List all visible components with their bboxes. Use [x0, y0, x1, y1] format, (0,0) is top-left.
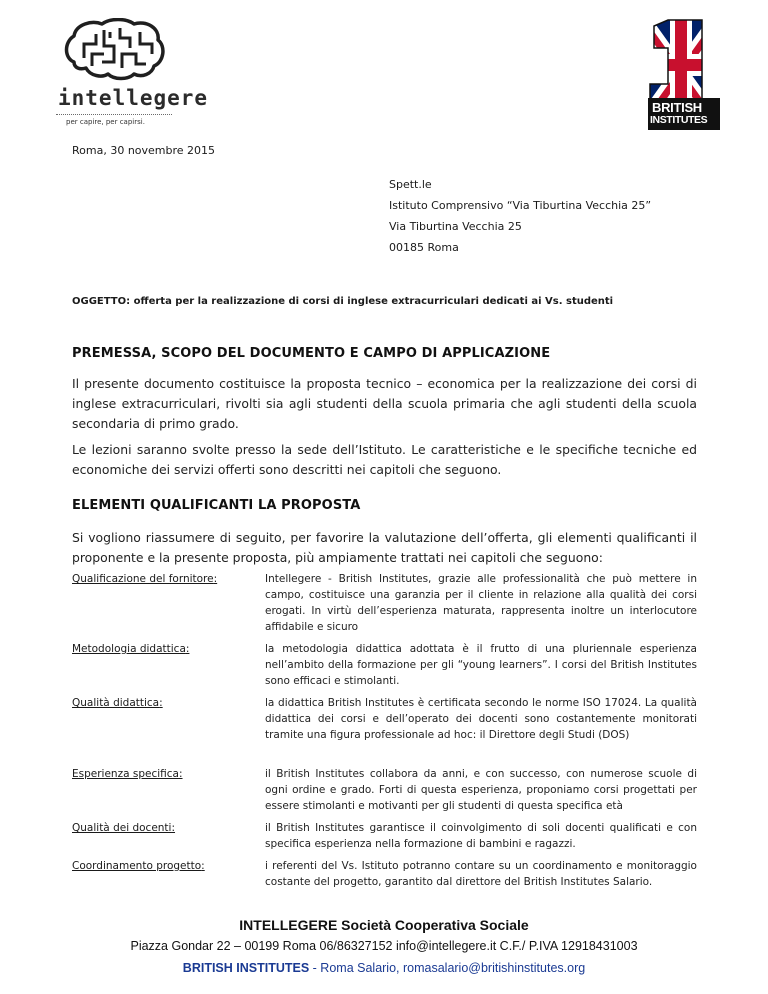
item-text-qualificazione: Intellegere - British Institutes, grazie alle professionalità che può mettere in campo, costituisce una garanzia per il cliente in relazione alla qualità dei corsi erogati. In virtù dell’esperienza maturata, rappresenta inoltre un interlocutore affidabile e sicuro: [265, 573, 697, 633]
footer-company: INTELLEGERE Società Cooperativa Sociale: [239, 917, 529, 933]
elementi-intro: Si vogliono riassumere di seguito, per favorire la valutazione dell’offerta, gli elementi qualificanti il proponente e la presente proposta, più ampiamente trattati nei capitoli che seguono:: [72, 530, 697, 565]
premessa-paragraph-1: Il presente documento costituisce la proposta tecnico – economica per la realizzazione dei corsi di inglese extracurriculari, rivolti sia agli studenti della scuola primaria che agli studenti della scuola secondaria di primo grado.: [72, 376, 697, 431]
brain-maze-icon: [62, 18, 172, 88]
recipient-name: Istituto Comprensivo “Via Tiburtina Vecchia 25”: [389, 199, 652, 212]
item-label-metodologia: Metodologia didattica:: [72, 643, 190, 655]
item-text-metodologia: la metodologia didattica adottata è il frutto di una pluriennale esperienza nell’ambito della formazione per gli “young learners”. I corsi del British Institutes sono efficaci e stimolanti.: [265, 643, 697, 687]
item-label-qualita-didattica: Qualità didattica:: [72, 697, 163, 709]
british-logo-text-2: INSTITUTES: [650, 114, 708, 126]
intellegere-tagline: per capire, per capirsi.: [66, 118, 145, 126]
item-label-esperienza: Esperienza specifica:: [72, 768, 183, 780]
intellegere-wordmark: intellegere: [58, 86, 209, 110]
item-text-coordinamento: i referenti del Vs. Istituto potranno contare su un coordinamento e monitoraggio costante del progetto, garantito dal direttore del British Institutes Salario.: [265, 860, 697, 888]
subject-text: offerta per la realizzazione di corsi di inglese extracurriculari dedicati ai Vs. studenti: [130, 296, 614, 307]
recipient-salutation: Spett.le: [389, 178, 432, 191]
recipient-city: 00185 Roma: [389, 241, 459, 254]
footer-address: Piazza Gondar 22 – 00199 Roma 06/86327152 info@intellegere.it C.F./ P.IVA 12918431003: [130, 939, 638, 953]
intellegere-logo: [56, 18, 209, 126]
item-label-docenti: Qualità dei docenti:: [72, 822, 176, 834]
logo-divider: [56, 114, 172, 115]
letter-date: Roma, 30 novembre 2015: [72, 144, 216, 157]
footer-british-name: BRITISH INSTITUTES: [182, 961, 310, 975]
section-title-elementi: ELEMENTI QUALIFICANTI LA PROPOSTA: [72, 498, 361, 513]
british-institutes-logo: [640, 18, 720, 130]
footer-british-contact: - Roma Salario, romasalario@britishinstitutes.org: [309, 961, 586, 975]
british-logo-text-1: BRITISH: [652, 100, 702, 115]
item-label-coordinamento: Coordinamento progetto:: [72, 860, 205, 872]
recipient-street: Via Tiburtina Vecchia 25: [389, 220, 522, 233]
footer-british: [0, 961, 768, 975]
premessa-paragraph-2: Le lezioni saranno svolte presso la sede dell’Istituto. Le caratteristiche e le specifiche tecniche ed economiche dei servizi offerti sono descritti nei capitoli che seguono.: [72, 442, 697, 477]
subject-line: [72, 296, 613, 307]
section-title-premessa: PREMESSA, SCOPO DEL DOCUMENTO E CAMPO DI APPLICAZIONE: [72, 346, 551, 361]
item-text-esperienza: il British Institutes collabora da anni, e con successo, con numerose scuole di ogni ordine e grado. Forti di questa esperienza, proponiamo corsi progettati per essere stimolanti e motivanti per gli studenti di questa specifica età: [265, 768, 697, 812]
subject-label: OGGETTO:: [72, 296, 131, 307]
item-label-qualificazione: Qualificazione del fornitore:: [72, 573, 218, 585]
item-text-docenti: il British Institutes garantisce il coinvolgimento di soli docenti qualificati e con specifica esperienza nella formazione di bambini e ragazzi.: [265, 822, 697, 850]
item-text-qualita-didattica: la didattica British Institutes è certificata secondo le norme ISO 17024. La qualità didattica dei corsi e dell’operato dei docenti sono costantemente monitorati tramite una figura professionale ad hoc: il Direttore degli Studi (DOS): [265, 697, 697, 741]
